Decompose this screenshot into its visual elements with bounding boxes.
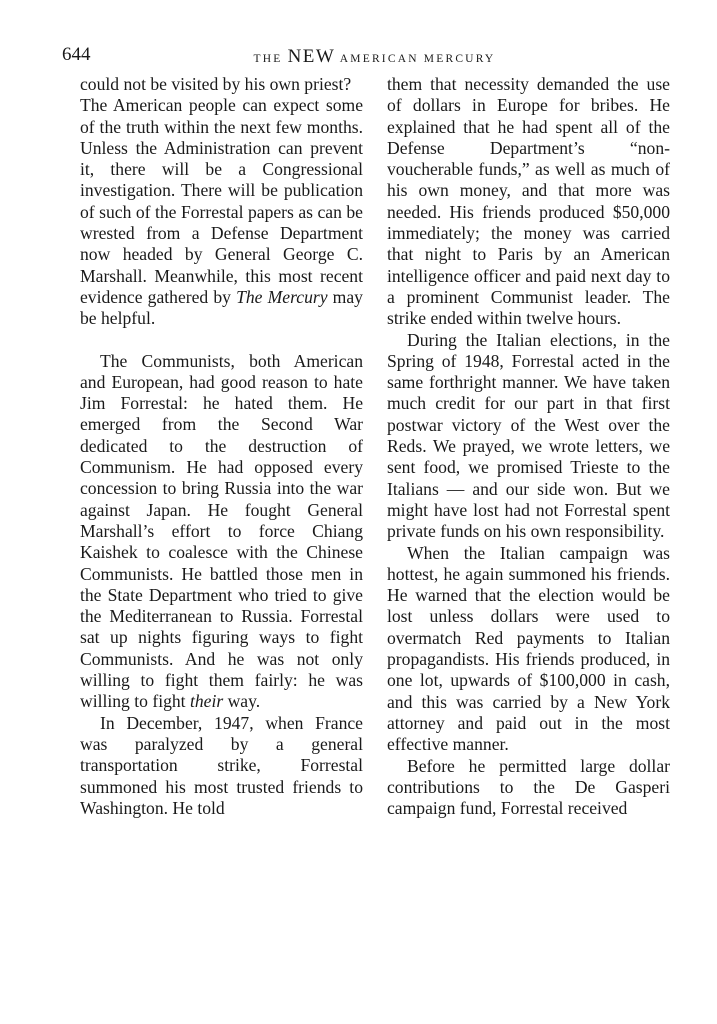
paragraph-american-people	[80, 95, 363, 329]
paragraph-communists-text: The Communists, both American and European, had good reason to hate Jim Forrestal: he hated them. He emerged from the Second War dedicated to the destruction of Communism. He had opposed every concession to bring Russia into the war against Japan. He fought General Marshall’s effort to force Chiang Kaishek to coalesce with the Chinese Communists. He battled those men in the State Department who tried to give the Mediterranean to Russia. Forrestal sat up nights figuring ways to fight Communists. And he was not only willing to fight them fairly: he was willing to fight	[80, 350, 363, 712]
paragraph-american-people-text: The American people can expect some of the truth within the next few months. Unless the Administration can prevent it, there will be a Congressional investigation. There will be publication of such of the Forrestal papers as can be wrested from a Defense Department now headed by General George C. Marshall. Meanwhile, this most recent evidence gathered by	[80, 95, 363, 307]
running-title-post: AMERICAN MERCURY	[335, 53, 496, 65]
running-title-pre: THE	[253, 53, 288, 65]
page-number: 644	[62, 44, 91, 65]
their-italic: their	[189, 691, 224, 712]
paragraph-bribes: them that necessity demanded the use of dollars in Europe for bribes. He explained that he had spent all of the Defense Department’s “non-voucherable funds,” as well as much of his own money, and that more was needed. His friends produced $50,000 immediately; the money was carried that night to Paris by an American intelligence officer and paid next day to a prominent Communist leader. The strike ended within twelve hours.	[387, 74, 670, 329]
paragraph-american-people-end: may be helpful.	[80, 286, 363, 329]
mercury-italic: The Mercury	[236, 286, 328, 307]
running-title-new: NEW	[287, 46, 336, 67]
paragraph-communists-end: way.	[223, 691, 261, 712]
section-break	[80, 330, 363, 351]
paragraph-december-1947: In December, 1947, when France was paralyzed by a general transportation strike, Forrestal summoned his most trusted friends to Washington. He told	[80, 712, 363, 818]
running-title	[62, 46, 687, 68]
paragraph-communists	[80, 351, 363, 713]
paragraph-de-gasperi: Before he permitted large dollar contributions to the De Gasperi campaign fund, Forrestal received	[387, 755, 670, 819]
paragraph-italian-elections: During the Italian elections, in the Spring of 1948, Forrestal acted in the same forthright manner. We have taken much credit for our part in that first postwar victory of the West over the Reds. We prayed, we wrote letters, we sent food, we promised Trieste to the Italians — and our side won. But we might have lost had not Forrestal spent private funds on his own responsibility.	[387, 329, 670, 542]
running-header	[62, 40, 687, 72]
paragraph-italian-campaign: When the Italian campaign was hottest, he again summoned his friends. He warned that the election would be lost unless dollars were used to overmatch Red payments to Italian propagandists. His friends produced, in one lot, upwards of $100,000 in cash, and this was carried by a New York attorney and paid out in the most effective manner.	[387, 542, 670, 755]
right-column	[387, 74, 670, 819]
paragraph-priest: could not be visited by his own priest?	[80, 74, 352, 94]
left-column	[80, 74, 363, 819]
